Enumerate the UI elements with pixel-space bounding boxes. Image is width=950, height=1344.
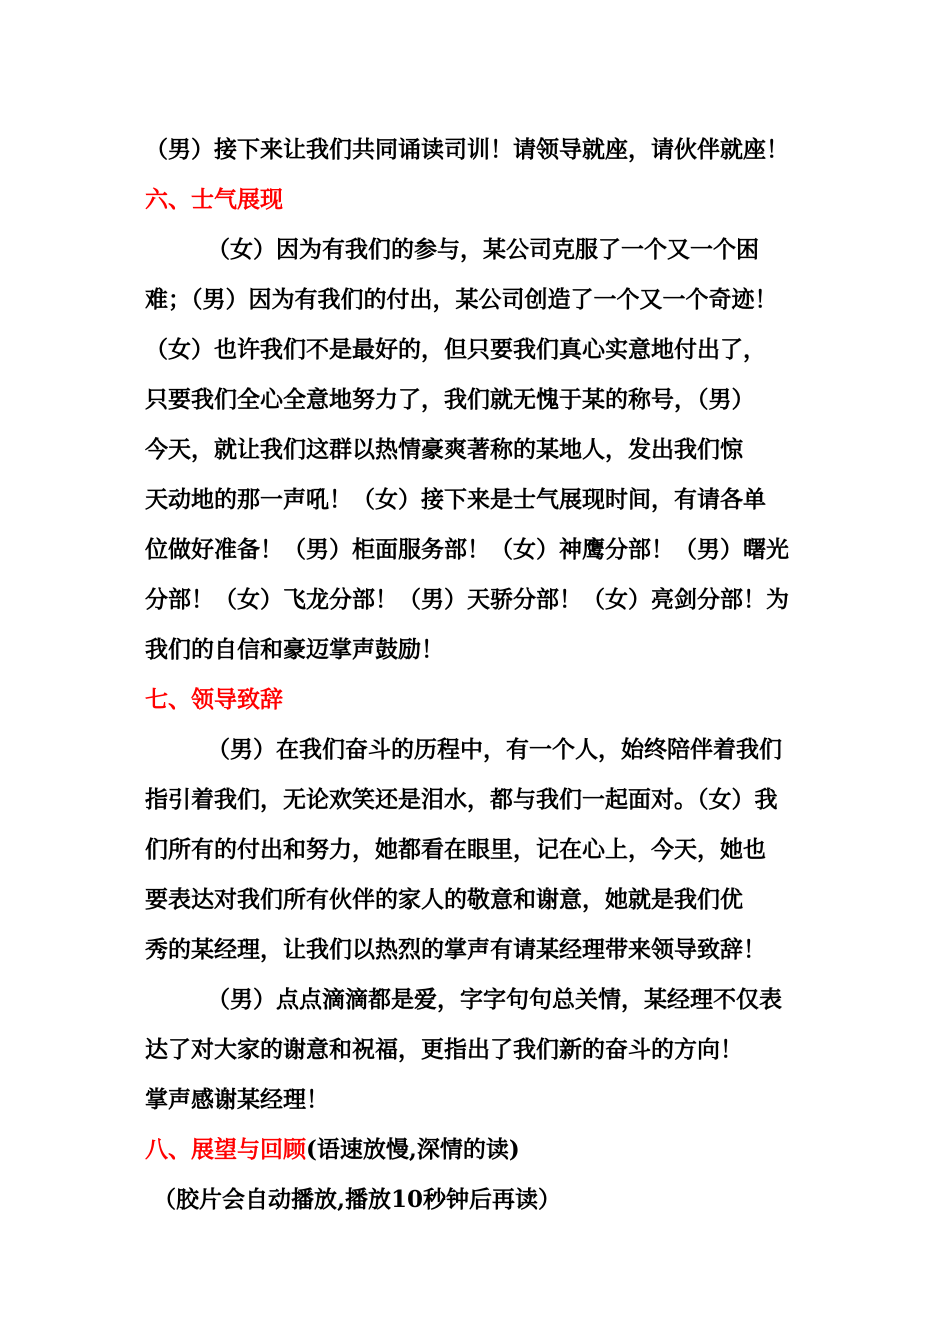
section-6-line-5: 今天，就让我们这群以热情豪爽著称的某地人，发出我们惊 — [145, 436, 743, 463]
section-6-line-3: （女）也许我们不是最好的，但只要我们真心实意地付出了， — [145, 336, 766, 363]
section-6-line-4: 只要我们全心全意地努力了，我们就无愧于某的称号，（男） — [145, 386, 755, 413]
section-6-line-1: （女）因为有我们的参与，某公司克服了一个又一个困 — [207, 236, 759, 263]
intro-line: （男）接下来让我们共同诵读司训！请领导就座，请伙伴就座！ — [145, 136, 789, 163]
section-6-line-7: 位做好准备！（男）柜面服务部！（女）神鹰分部！（男）曙光 — [145, 536, 789, 563]
section-7-p1-line-2: 指引着我们，无论欢笑还是泪水，都与我们一起面对。（女）我 — [145, 786, 778, 813]
section-7-p2-line-2: 达了对大家的谢意和祝福，更指出了我们新的奋斗的方向！ — [145, 1036, 743, 1063]
section-8-heading-line — [145, 1125, 825, 1175]
section-7-p2-line-1: （男）点点滴滴都是爱，字字句句总关情，某经理不仅表 — [207, 986, 782, 1013]
section-7-heading: 七、领导致辞 — [145, 686, 283, 713]
section-7-p2-line-3: 掌声感谢某经理！ — [145, 1086, 329, 1113]
section-6-line-8: 分部！（女）飞龙分部！（男）天骄分部！（女）亮剑分部！为 — [145, 586, 789, 613]
section-6-line-2: 难；（男）因为有我们的付出，某公司创造了一个又一个奇迹！ — [145, 286, 778, 313]
section-8-note: （胶片会自动播放,播放10秒钟后再读） — [153, 1186, 562, 1213]
section-6-line-6: 天动地的那一声吼！（女）接下来是士气展现时间，有请各单 — [145, 486, 766, 513]
section-7-p1-line-4: 要表达对我们所有伙伴的家人的敬意和谢意，她就是我们优 — [145, 886, 743, 913]
section-7-p1-line-5: 秀的某经理，让我们以热烈的掌声有请某经理带来领导致辞！ — [145, 936, 766, 963]
document-body — [145, 125, 825, 1225]
section-6-heading: 六、士气展现 — [145, 186, 283, 213]
section-6-line-9: 我们的自信和豪迈掌声鼓励！ — [145, 636, 444, 663]
section-8-heading: 八、展望与回顾 — [145, 1136, 306, 1163]
section-7-p1-line-1: （男）在我们奋斗的历程中，有一个人，始终陪伴着我们 — [207, 736, 782, 763]
section-8-heading-note: (语速放慢,深情的读) — [306, 1136, 520, 1163]
section-7-p1-line-3: 们所有的付出和努力，她都看在眼里，记在心上，今天，她也 — [145, 836, 766, 863]
